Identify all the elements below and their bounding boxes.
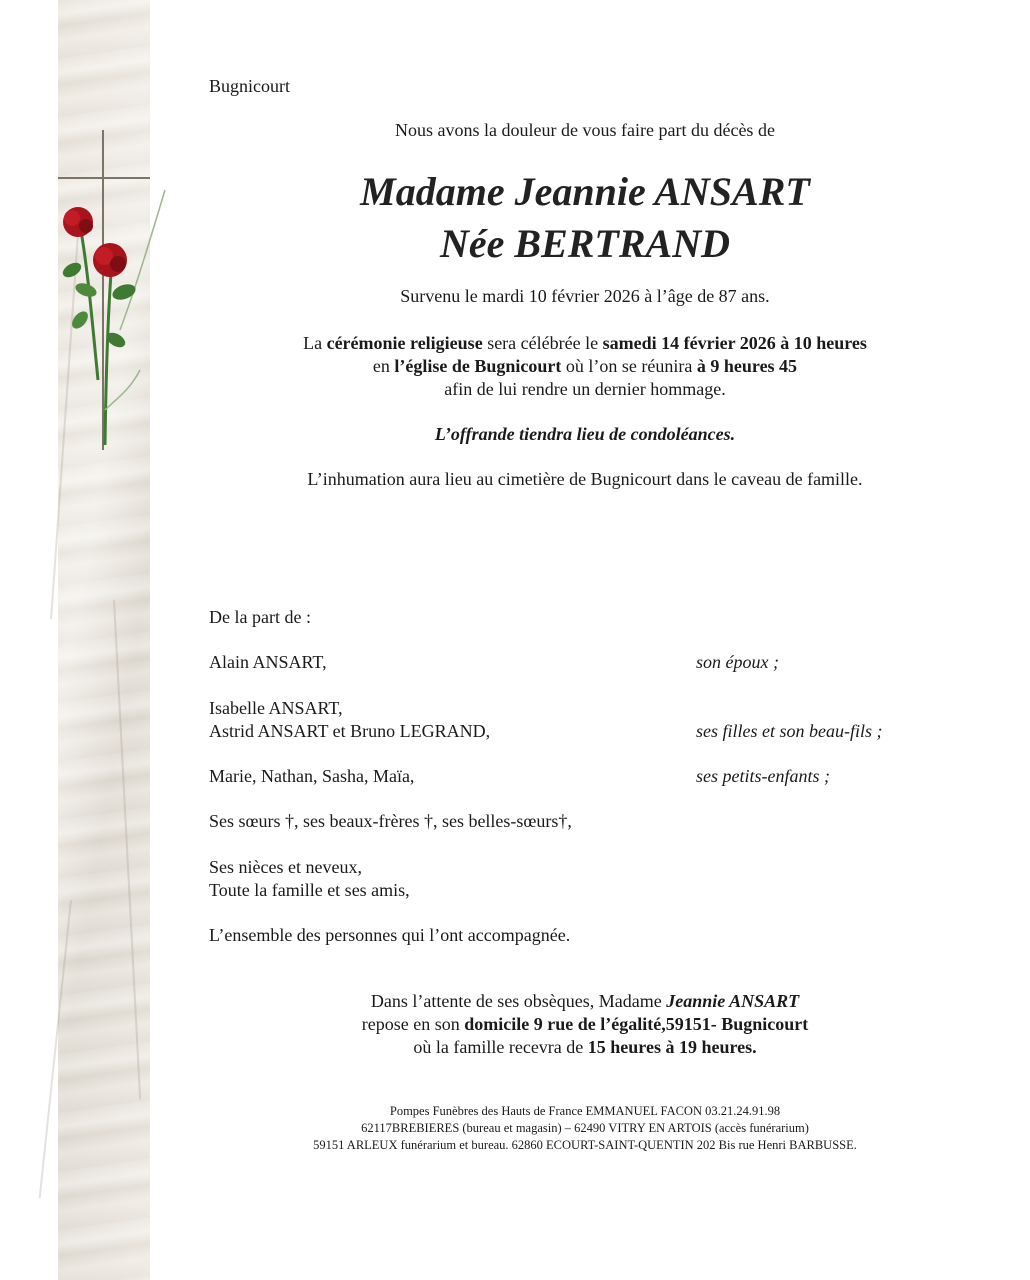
family-relation: son époux ; xyxy=(696,652,779,672)
place-header: Bugnicourt xyxy=(209,76,290,96)
burial-text: L’inhumation aura lieu au cimetière de Bugnicourt dans le caveau de famille. xyxy=(307,469,863,489)
family-row: L’ensemble des personnes qui l’ont accompagnée. xyxy=(209,925,571,945)
offrande-text: L’offrande tiendra lieu de condoléances. xyxy=(434,424,736,444)
footer-line: 59151 ARLEUX funérarium et bureau. 62860 ECOURT-SAINT-QUENTIN 202 Bis rue Henri BARBUSSE. xyxy=(313,1138,857,1152)
footer-line: 62117BREBIERES (bureau et magasin) – 62490 VITRY EN ARTOIS (accès funérarium) xyxy=(361,1121,809,1135)
born-line: Née BERTRAND xyxy=(440,221,730,266)
family-relation: ses filles et son beau-fils ; xyxy=(696,721,883,741)
footer-line: Pompes Funèbres des Hauts de France EMMANUEL FACON 03.21.24.91.98 xyxy=(389,1104,781,1118)
family-row: Isabelle ANSART, Astrid ANSART et Bruno LEGRAND, xyxy=(209,698,491,741)
roses-icon xyxy=(50,180,170,460)
family-row: Marie, Nathan, Sasha, Maïa, xyxy=(209,766,415,786)
family-intro: De la part de : xyxy=(209,607,311,627)
family-row: Ses nièces et neveux, Toute la famille et ses amis, xyxy=(209,857,410,900)
survenu-text: Survenu le mardi 10 février 2026 à l’âge de 87 ans. xyxy=(400,286,770,306)
intro-text: Nous avons la douleur de vous faire part du décès de xyxy=(395,120,775,140)
name-line: Madame Jeannie ANSART xyxy=(360,169,810,214)
family-row: Alain ANSART, xyxy=(209,652,327,672)
family-row: Ses sœurs †, ses beaux-frères †, ses belles-sœurs†, xyxy=(209,811,572,831)
family-relation: ses petits-enfants ; xyxy=(696,766,830,786)
funeral-home-footer xyxy=(250,1103,920,1154)
wake-text: Dans l’attente de ses obsèques, Madame Jeannie ANSART repose en son domicile 9 rue de l’égalité,59151- Bugnicourt où la famille recevra de 15 heures à 19 heures. xyxy=(361,991,809,1057)
deceased-name xyxy=(270,166,900,270)
ceremony-text: La cérémonie religieuse sera célébrée le samedi 14 février 2026 à 10 heures en l’église de Bugnicourt où l’on se réunira à 9 heures 45 afin de lui rendre un dernier hommage. xyxy=(303,333,867,399)
cross-bar xyxy=(58,177,150,179)
